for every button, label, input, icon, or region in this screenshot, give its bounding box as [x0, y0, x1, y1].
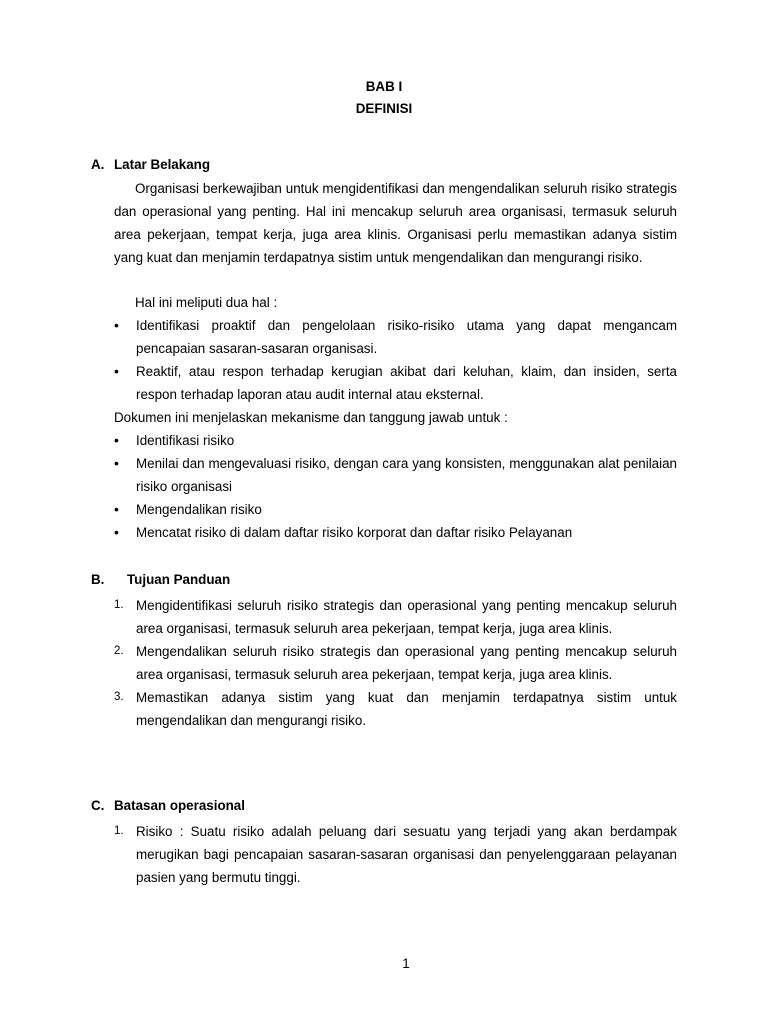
list-item: • Identifikasi risiko [114, 429, 677, 452]
section-a-title: Latar Belakang [114, 157, 211, 172]
chapter-title: DEFINISI [355, 101, 413, 116]
list-item: • Mencatat risiko di dalam daftar risiko korporat dan daftar risiko Pelayanan [114, 521, 677, 544]
section-a-heading [91, 156, 210, 174]
section-a-mark: A. [91, 157, 105, 172]
item-number: 1. [114, 825, 124, 837]
item-text: Risiko : Suatu risiko adalah peluang dari sesuatu yang terjadi yang akan berdampak merugikan bagi pencapaian sasaran-sasaran organisasi dan penyelenggaraan pelayanan pasien yang bermutu tinggi. [136, 824, 677, 885]
item-text: Mengendalikan seluruh risiko strategis dan operasional yang penting mencakup seluruh area organisasi, termasuk seluruh area pekerjaan, tempat kerja, juga area klinis. [136, 644, 677, 682]
section-a-paragraph-1: Organisasi berkewajiban untuk mengidentifikasi dan mengendalikan seluruh risiko strategis dan operasional yang penting. Hal ini mencakup seluruh area organisasi, termasuk seluruh area pekerjaan, tempat kerja, juga area klinis. Organisasi perlu memastikan adanya sistim yang kuat dan menjamin terdapatnya sistim untuk mengendalikan dan mengurangi risiko. [114, 181, 677, 265]
section-a-paragraph-3: Dokumen ini menjelaskan mekanisme dan tanggung jawab untuk : [114, 410, 508, 425]
section-c-title: Batasan operasional [114, 798, 245, 813]
chapter-label: BAB I [365, 79, 403, 94]
item-text: Memastikan adanya sistim yang kuat dan menjamin terdapatnya sistim untuk mengendalikan dan mengurangi risiko. [136, 690, 677, 728]
list-item: • Mengendalikan risiko [114, 498, 677, 521]
section-c-list [114, 820, 677, 889]
section-b-heading [91, 571, 230, 589]
list-item: • Identifikasi proaktif dan pengelolaan risiko-risiko utama yang dapat mengancam pencapaian sasaran-sasaran organisasi. [114, 314, 677, 360]
section-c-mark: C. [91, 798, 105, 813]
item-text: Mengidentifikasi seluruh risiko strategis dan operasional yang penting mencakup seluruh area organisasi, termasuk seluruh area pekerjaan, tempat kerja, juga area klinis. [136, 598, 677, 636]
list-item [114, 686, 677, 732]
page-number: 1 [402, 956, 410, 971]
section-b-title: Tujuan Panduan [127, 572, 231, 587]
section-a-paragraph-2: Hal ini meliputi dua hal : [135, 295, 278, 310]
section-a-bullets-2 [114, 429, 677, 544]
item-number: 3. [114, 691, 124, 703]
item-number: 2. [114, 645, 124, 657]
list-item [114, 640, 677, 686]
list-item: • Reaktif, atau respon terhadap kerugian akibat dari keluhan, klaim, dan insiden, serta respon terhadap laporan atau audit internal atau eksternal. [114, 360, 677, 406]
section-c-heading [91, 797, 245, 815]
section-b-mark: B. [91, 572, 105, 587]
section-b-list [114, 594, 677, 732]
item-number: 1. [114, 599, 124, 611]
list-item [114, 594, 677, 640]
list-item [114, 820, 677, 889]
list-item: • Menilai dan mengevaluasi risiko, dengan cara yang konsisten, menggunakan alat penilaian risiko organisasi [114, 452, 677, 498]
section-a-bullets-1 [114, 314, 677, 406]
